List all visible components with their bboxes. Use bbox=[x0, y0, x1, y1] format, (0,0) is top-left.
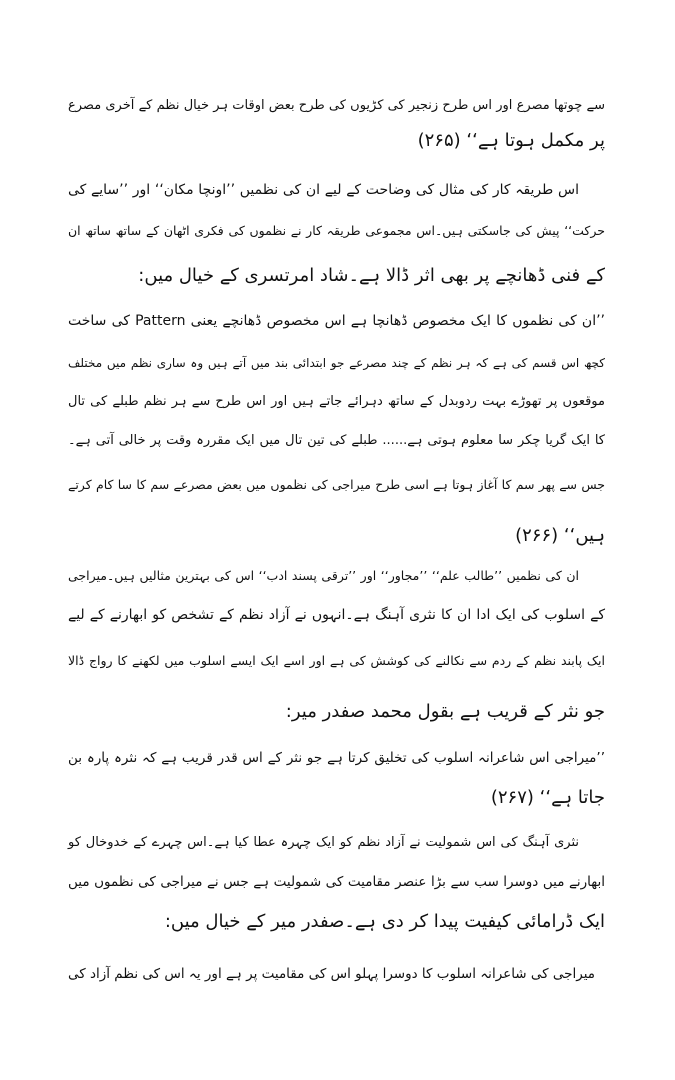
quote-line: ’’ان کی نظموں کا ایک مخصوص ڈھانچا ہے اس مخصوص ڈھانچے یعنی Pattern کی ساخت bbox=[68, 313, 606, 329]
text-line: کے اسلوب کی ایک ادا ان کا نثری آہنگ ہے۔انہوں نے آزاد نظم کے تشخص کو ابھارنے کے لیے bbox=[68, 607, 605, 623]
paragraph-start: ان کی نظمیں ’’طالب علم‘‘ ’’مجاور‘‘ اور ’’ترقی پسند ادب‘‘ اس کی بہترین مثالیں ہیں۔میراجی bbox=[68, 568, 579, 583]
text-line: ابھارنے میں دوسرا سب سے بڑا عنصر مقامیت کی شمولیت ہے جس نے میراجی کی نظموں میں bbox=[68, 874, 605, 890]
paragraph-start: اس طریقہ کار کی مثال کی وضاحت کے لیے ان کی نظمیں ’’اونچا مکان‘‘ اور ’’سایے کی bbox=[68, 182, 579, 198]
quote-line: ’’میراجی اس شاعرانہ اسلوب کی تخلیق کرتا ہے جو نثر کے اس قدر قریب ہے کہ نثرہ پارہ بن bbox=[68, 750, 605, 766]
text-line: حرکت‘‘ پیش کی جاسکتی ہیں۔اس مجموعی طریقہ کار نے نظموں کی فکری اٹھان کے ساتھ ساتھ ان bbox=[68, 223, 605, 238]
text-line: کے فنی ڈھانچے پر بھی اثر ڈالا ہے۔شاد امرتسری کے خیال میں: bbox=[138, 265, 605, 286]
text-line: سے چوتھا مصرع اور اس طرح زنجیر کی کڑیوں کی طرح بعض اوقات ہر خیال نظم کے آخری مصرع bbox=[68, 98, 605, 113]
citation-line: جاتا ہے‘‘ (۲۶۷) bbox=[490, 787, 605, 808]
citation-line: پر مکمل ہوتا ہے‘‘ (۲۶۵) bbox=[417, 130, 605, 151]
text-line: ایک ڈرامائی کیفیت پیدا کر دی ہے۔صفدر میر کے خیال میں: bbox=[164, 911, 605, 932]
paragraph-start: نثری آہنگ کی اس شمولیت نے آزاد نظم کو ایک چہرہ عطا کیا ہے۔اس چہرے کے خدوخال کو bbox=[68, 835, 579, 850]
text-line: میراجی کی شاعرانہ اسلوب کا دوسرا پہلو اس کی مقامیت پر ہے اور یہ اس کی نظم آزاد کی bbox=[68, 966, 595, 982]
quote-line: موقعوں پر تھوڑے بہت ردوبدل کے ساتھ دہرائے جاتے ہیں اور اس طرح سے ہر نظم طبلے کی تال bbox=[68, 394, 605, 409]
text-line: ایک پابند نظم کے ردم سے نکالنے کی کوشش کی ہے اور اسے ایک ایسے اسلوب میں لکھنے کا رواج ڈالا bbox=[68, 653, 605, 668]
citation-line: ہیں‘‘ (۲۶۶) bbox=[515, 525, 605, 546]
quote-line: کا ایک گریا چکر سا معلوم ہوتی ہے...... طبلے کی تین تال میں ایک مقررہ وقت پر خالی آتی ہے۔ bbox=[68, 433, 605, 448]
quote-line: کچھ اس قسم کی ہے کہ ہر نظم کے چند مصرعے جو ابتدائی بند میں آتے ہیں وہ ساری نظم میں مختلف bbox=[68, 356, 605, 370]
quote-line: جس سے پھر سم کا آغاز ہوتا ہے اسی طرح میراجی کی نظموں میں بعض مصرعے سم کا سا کام کرتے bbox=[68, 477, 605, 492]
text-line: جو نثر کے قریب ہے بقول محمد صفدر میر: bbox=[285, 701, 605, 722]
